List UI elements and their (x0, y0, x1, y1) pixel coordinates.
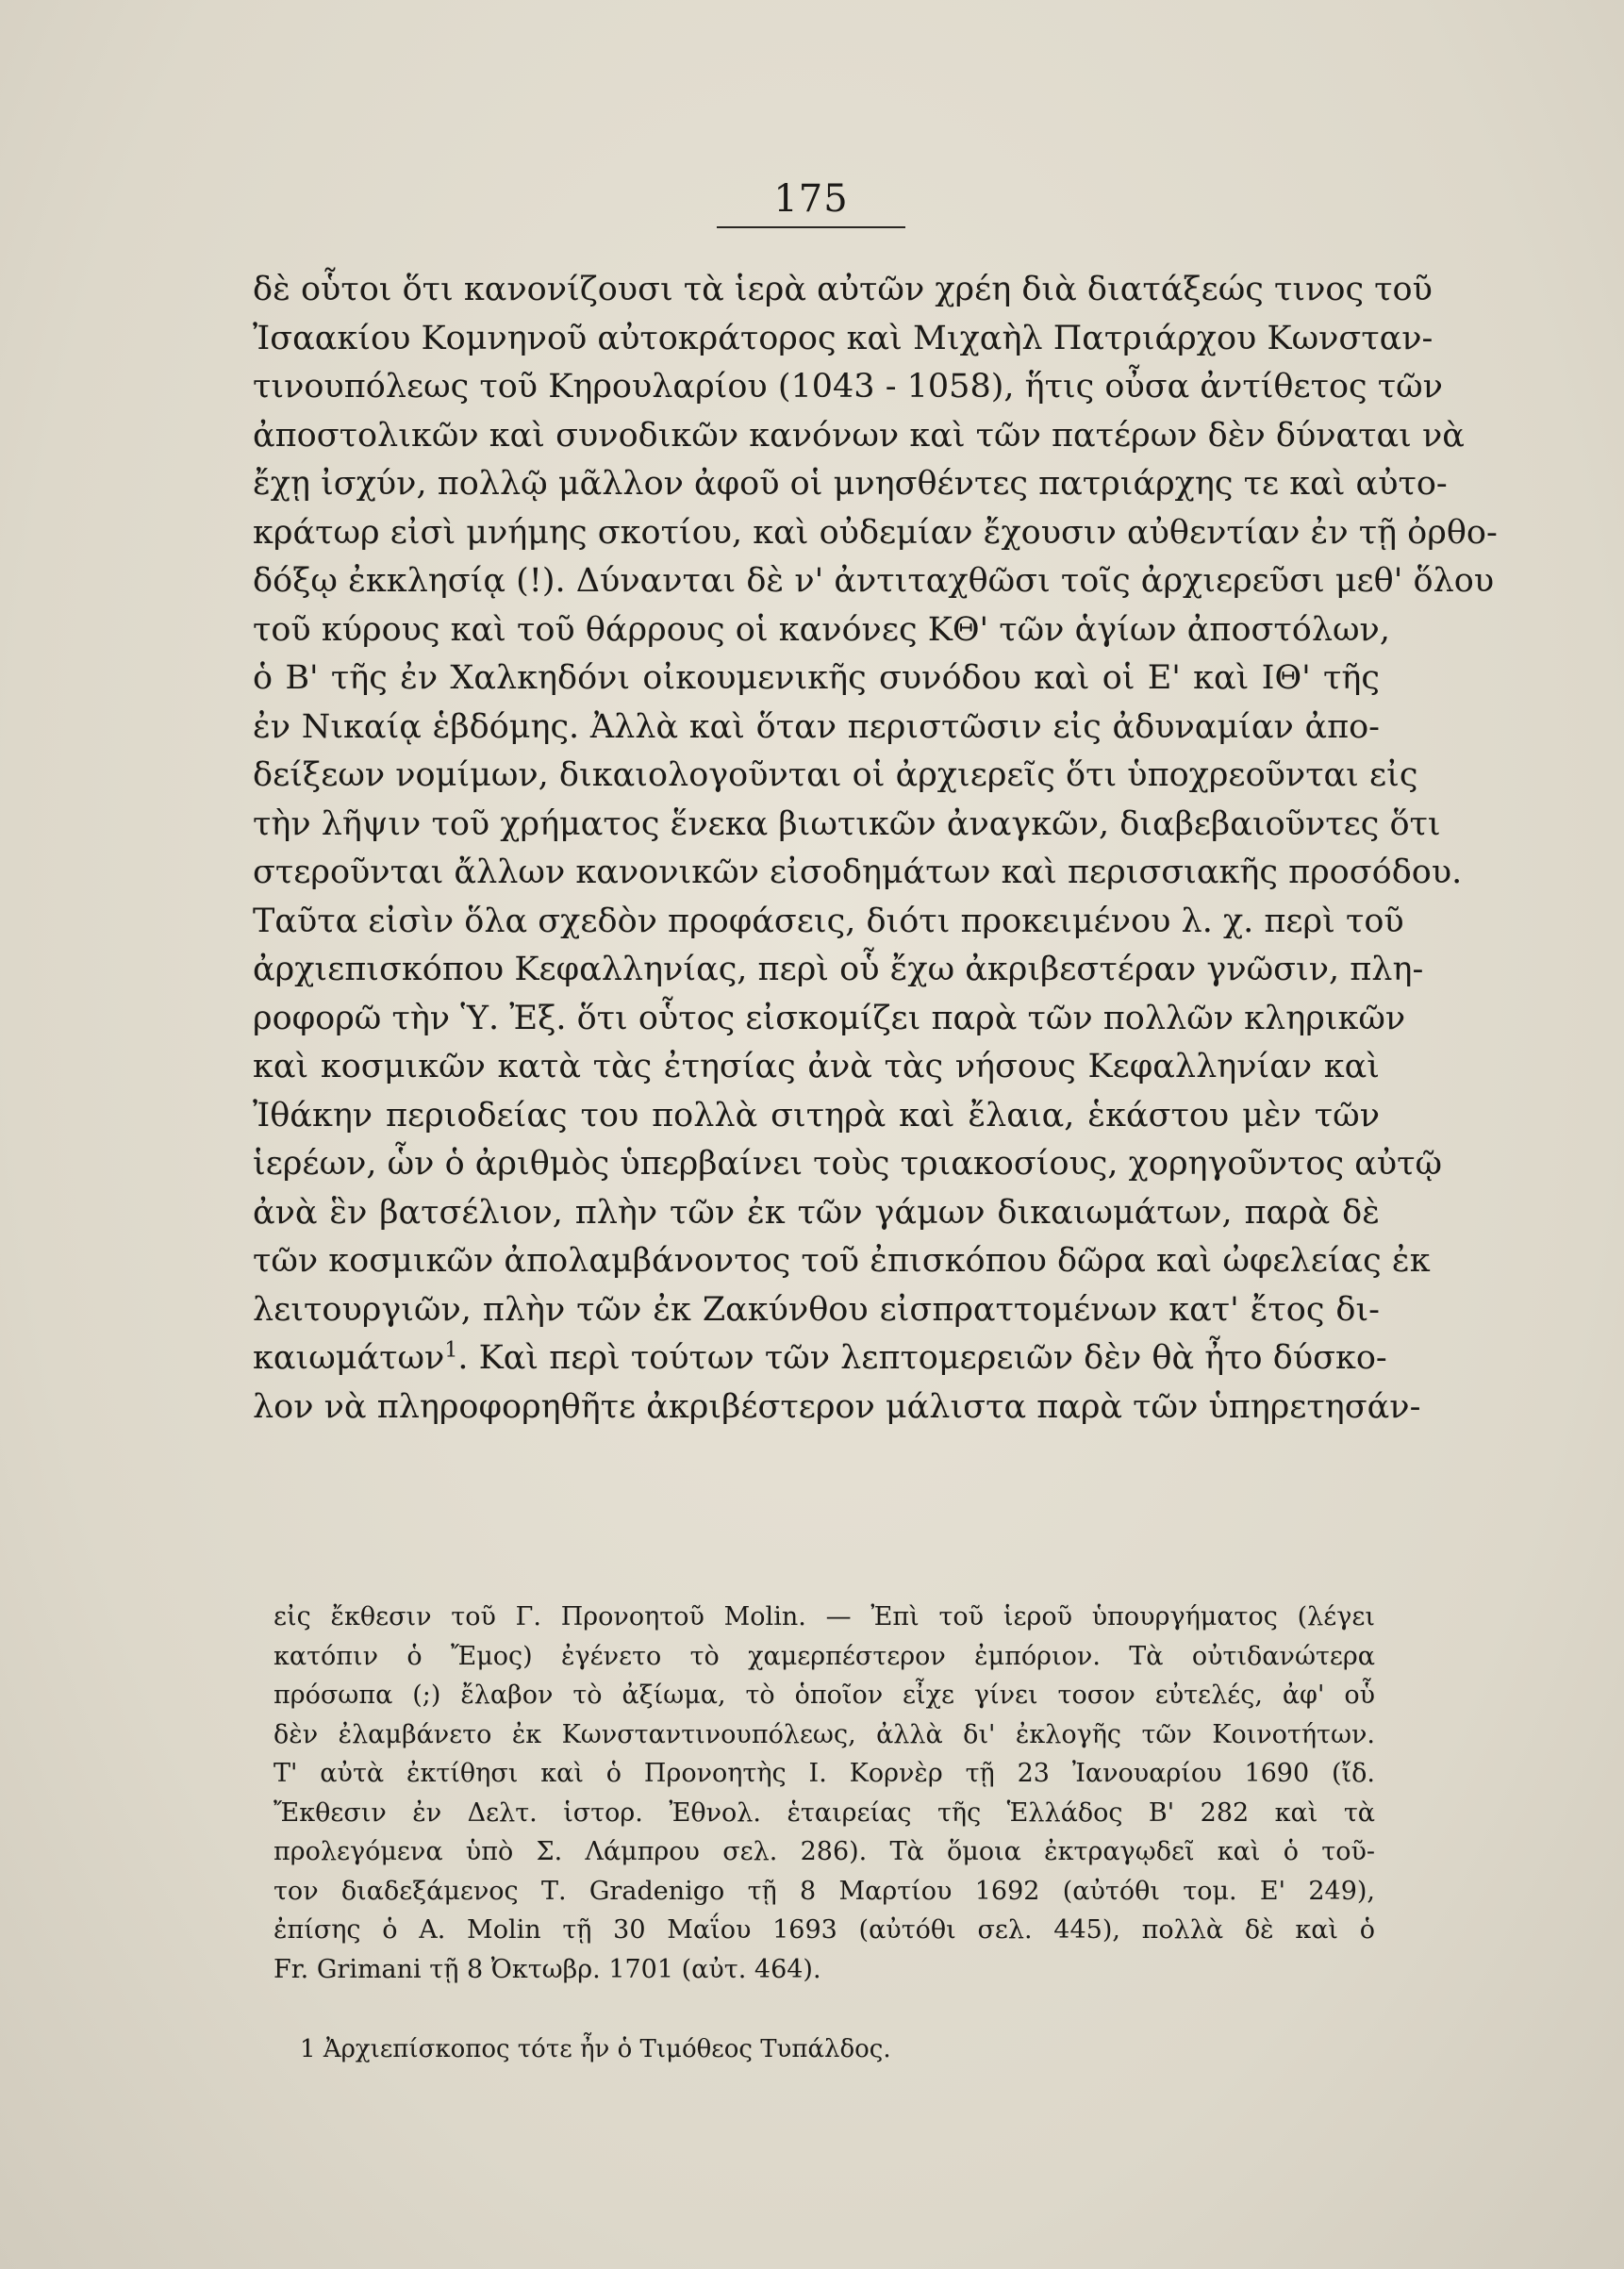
text-line: δείξεων νομίμων, δικαιολογοῦνται οἱ ἀρχιερεῖς ὅτι ὑποχρεοῦνται εἰς (253, 756, 1418, 794)
text-fragment: καιωμάτων (253, 1339, 445, 1377)
footnote-reference: 1 (444, 1338, 458, 1363)
text-line: στεροῦνται ἄλλων κανονικῶν εἰσοδημάτων καὶ περισσιακῆς προσόδου. (253, 853, 1463, 891)
text-line: ἱερέων, ὧν ὁ ἀριθμὸς ὑπερβαίνει τοὺς τριακοσίους, χορηγοῦντος αὐτῷ (253, 1145, 1443, 1183)
text-line: λον νὰ πληροφορηθῆτε ἀκριβέστερον μάλιστα παρὰ τῶν ὑπηρετησάν- (253, 1387, 1421, 1426)
text-line: Ἰσαακίου Κομνηνοῦ αὐτοκράτορος καὶ Μιχαὴλ Πατριάρχου Κωνσταν- (253, 319, 1433, 357)
text-line: τῶν κοσμικῶν ἀπολαμβάνοντος τοῦ ἐπισκόπου δῶρα καὶ ὠφελείας ἐκ (253, 1242, 1431, 1280)
note-line: ἐπίσης ὁ Α. Molin τῇ 30 Μαΐου 1693 (αὐτόθι σελ. 445), πολλὰ δὲ καὶ ὁ (273, 1915, 1375, 1945)
note-line: τον διαδεξάμενος Τ. Gradenigo τῇ 8 Μαρτίου 1692 (αὐτόθι τομ. Ε' 249), (273, 1876, 1375, 1906)
note-line: Τ' αὐτὰ ἐκτίθησι καὶ ὁ Προνοητὴς Ι. Κορνὲρ τῇ 23 Ἰανουαρίου 1690 (ἴδ. (273, 1759, 1375, 1788)
text-fragment: Καὶ περὶ τούτων τῶν λεπτομερειῶν δὲν θὰ ἦτο δύσκο- (478, 1339, 1387, 1377)
text-line: ὁ Β' τῆς ἐν Χαλκηδόνι οἰκουμενικῆς συνόδου καὶ οἱ Ε' καὶ ΙΘ' τῆς (253, 659, 1380, 697)
text-line-with-footnote-ref: καιωμάτων$^1$. Καὶ περὶ τούτων τῶν λεπτομερειῶν δὲν θὰ ἦτο δύσκο- (253, 1338, 1387, 1377)
text-line: ἐν Νικαίᾳ ἑβδόμης. Ἀλλὰ καὶ ὅταν περιστῶσιν εἰς ἀδυναμίαν ἀπο- (253, 707, 1380, 746)
text-line: Ἰθάκην περιοδείας του πολλὰ σιτηρὰ καὶ ἔλαια, ἑκάστου μὲν τῶν (253, 1096, 1380, 1134)
footnote-1 (300, 2035, 1337, 2063)
text-line: τοῦ κύρους καὶ τοῦ θάρρους οἱ κανόνες ΚΘ' τῶν ἁγίων ἀποστόλων, (253, 610, 1390, 649)
text-line: τὴν λῆψιν τοῦ χρήματος ἕνεκα βιωτικῶν ἀναγκῶν, διαβεβαιοῦντες ὅτι (253, 804, 1441, 843)
main-text (253, 266, 1498, 1432)
note-line: Ἔκθεσιν ἐν Δελτ. ἱστορ. Ἐθνολ. ἑταιρείας τῆς Ἑλλάδος Β' 282 καὶ τὰ (273, 1797, 1375, 1828)
note-line: εἰς ἔκθεσιν τοῦ Γ. Προνοητοῦ Molin. — Ἐπὶ τοῦ ἱεροῦ ὑπουργήματος (λέγει (273, 1602, 1375, 1631)
note-line: κατόπιν ὁ Ἔμος) ἐγένετο τὸ χαμερπέστερον ἐμπόριον. Τὰ οὐτιδανώτερα (273, 1641, 1375, 1671)
text-line: λειτουργιῶν, πλὴν τῶν ἐκ Ζακύνθου εἰσπραττομένων κατ' ἔτος δι- (253, 1290, 1380, 1329)
text-line: κράτωρ εἰσὶ μνήμης σκοτίου, καὶ οὐδεμίαν ἔχουσιν αὐθεντίαν ἐν τῇ ὀρθο- (253, 513, 1498, 552)
note-line: προλεγόμενα ὑπὸ Σ. Λάμπρου σελ. 286). Τὰ ὅμοια ἐκτραγῳδεῖ καὶ ὁ τοῦ- (273, 1837, 1375, 1866)
footnote-text: Ἀρχιεπίσκοπος τότε ἦν ὁ Τιμόθεος Τυπάλδος. (323, 2035, 891, 2063)
footnote-marker: 1 (300, 2035, 316, 2063)
text-line: ἀποστολικῶν καὶ συνοδικῶν κανόνων καὶ τῶν πατέρων δὲν δύναται νὰ (253, 416, 1465, 455)
footnote-continuation (273, 1598, 1375, 1989)
text-line: ἀνὰ ἓν βατσέλιον, πλὴν τῶν ἐκ τῶν γάμων δικαιωμάτων, παρὰ δὲ (253, 1193, 1380, 1232)
text-line: ροφορῶ τὴν Ὑ. Ἐξ. ὅτι οὗτος εἰσκομίζει παρὰ τῶν πολλῶν κληρικῶν (253, 999, 1406, 1037)
text-line: τινουπόλεως τοῦ Κηρουλαρίου (1043 - 1058), ἥτις οὖσα ἀντίθετος τῶν (253, 368, 1443, 406)
text-line: Ταῦτα εἰσὶν ὅλα σχεδὸν προφάσεις, διότι προκειμένου λ. χ. περὶ τοῦ (253, 902, 1404, 940)
note-line: πρόσωπα (;) ἔλαβον τὸ ἀξίωμα, τὸ ὁποῖον εἶχε γίνει τοσον εὐτελές, ἀφ' οὗ (273, 1681, 1375, 1710)
page-number: 175 (773, 177, 849, 221)
text-line: δόξῳ ἐκκλησίᾳ (!). Δύνανται δὲ ν' ἀντιταχθῶσι τοῖς ἀρχιερεῦσι μεθ' ὅλου (253, 562, 1495, 600)
text-line: δὲ οὗτοι ὅτι κανονίζουσι τὰ ἱερὰ αὐτῶν χρέη διὰ διατάξεώς τινος τοῦ (253, 271, 1433, 308)
page-number-rule (717, 226, 905, 228)
note-line: Fr. Grimani τῇ 8 Ὀκτωβρ. 1701 (αὐτ. 464). (273, 1954, 821, 1984)
note-line: δὲν ἐλαμβάνετο ἐκ Κωνσταντινουπόλεως, ἀλλὰ δι' ἐκλογῆς τῶν Κοινοτήτων. (273, 1719, 1375, 1749)
text-line: καὶ κοσμικῶν κατὰ τὰς ἐτησίας ἀνὰ τὰς νήσους Κεφαλληνίαν καὶ (253, 1048, 1380, 1085)
text-line: ἔχῃ ἰσχύν, πολλῷ μᾶλλον ἀφοῦ οἱ μνησθέντες πατριάρχης τε καὶ αὐτο- (253, 465, 1448, 503)
text-line: ἀρχιεπισκόπου Κεφαλληνίας, περὶ οὗ ἔχω ἀκριβεστέραν γνῶσιν, πλη- (253, 951, 1424, 988)
